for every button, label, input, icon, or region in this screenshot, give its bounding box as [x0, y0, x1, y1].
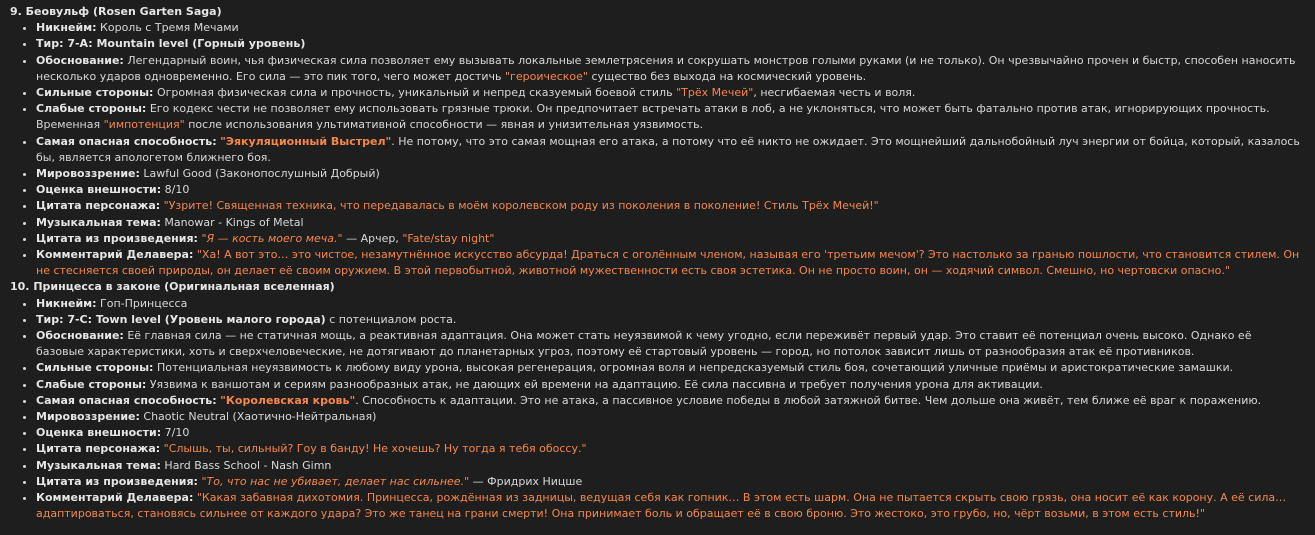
list-item: • Музыкальная тема: Manowar - Kings of Metal — [36, 215, 1301, 231]
list-item: • Цитата персонажа: "Слышь, ты, сильный? Гоу в банду! Не хочешь? Ну тогда я тебя обоссу." — [36, 441, 1301, 457]
entry-list — [10, 20, 1301, 279]
entry-heading: 9. Беовульф (Rosen Garten Saga) — [10, 5, 222, 18]
list-item: • Самая опасная способность: "Эякуляционный Выстрел". Не потому, что это самая мощная его атака, а потому что её никто не ожидает. Это мощнейший дальнобойный луч энергии от бойца, который, казалось бы, является апологетом ближнего боя. — [36, 134, 1301, 166]
list-item: • Обоснование: Её главная сила — не статичная мощь, а реактивная адаптация. Она может стать неуязвимой к чему угодно, если переживёт первый удар. Это ставит её потенциал очень высоко. Однако её базовые характеристики, хоть и сверхчеловеческие, не дотягивают до планетарных угроз, поэтому её стартовый уровень — город, но потолок зависит лишь от разнообразия атак её противников. — [36, 328, 1301, 360]
list-item: • Цитата из произведения: "Я — кость моего меча." — Арчер, "Fate/stay night" — [36, 231, 1301, 247]
list-item: • Цитата из произведения: "То, что нас не убивает, делает нас сильнее." — Фридрих Ницше — [36, 474, 1301, 490]
list-item: • Мировоззрение: Chaotic Neutral (Хаотично-Нейтральная) — [36, 409, 1301, 425]
list-item: • Тир: 7-C: Town level (Уровень малого города) с потенциалом роста. — [36, 312, 1301, 328]
list-item: • Обоснование: Легендарный воин, чья физическая сила позволяет ему вызывать локальные землетрясения и сокрушать монстров голыми руками (и не только). Он чрезвычайно прочен и быстр, способен наносить несколько ударов одновременно. Его сила — это пик того, чего может достичь "героическое" существо без выхода на космический уровень. — [36, 53, 1301, 85]
list-item: • Комментарий Делавера: "Какая забавная дихотомия. Принцесса, рождённая из задницы, ведущая себя как гопник… В этом есть шарм. Она не пытается скрыть свою грязь, она носит её как корону. А её сила… адаптироваться, становясь сильнее от каждого удара? Это же танец на грани смерти! Она принимает боль и обращает её в свою броню. Это жестоко, это грубо, но, чёрт возьми, в этом есть стиль!" — [36, 490, 1301, 522]
list-item: • Слабые стороны: Уязвима к ваншотам и сериям разнообразных атак, не дающих ей времени на адаптацию. Её сила пассивна и требует получения урона для активации. — [36, 377, 1301, 393]
list-item: • Тир: 7-A: Mountain level (Горный уровень) — [36, 36, 1301, 52]
list-item: • Цитата персонажа: "Узрите! Священная техника, что передавалась в моём королевском роду из поколения в поколение! Стиль Трёх Мечей!" — [36, 198, 1301, 214]
list-item: • Комментарий Делавера: "Ха! А вот это… это чистое, незамутнённое искусство абсурда! Драться с оголённым членом, называя его 'третьим мечом'? Это настолько за гранью пошлости, что становится стилем. Он не стесняется своей природы, он делает её своим оружием. В этой первобытной, животной мужественности есть своя эстетика. Он не просто воин, он — ходячий символ. Смешно, но чертовски опасно." — [36, 247, 1301, 279]
list-item: • Никнейм: Гоп-Принцесса — [36, 296, 1301, 312]
entry-heading: 10. Принцесса в законе (Оригинальная вселенная) — [10, 280, 335, 294]
list-item: • Сильные стороны: Огромная физическая сила и прочность, уникальный и непред сказуемый боевой стиль "Трёх Мечей", несгибаемая честь и воля. — [36, 85, 1301, 101]
list-item: • Самая опасная способность: "Королевская кровь". Способность к адаптации. Это не атака, а пассивное условие победы в любой затяжной битве. Чем дольше она живёт, тем ближе её враг к поражению. — [36, 393, 1301, 409]
list-item: • Оценка внешности: 7/10 — [36, 425, 1301, 441]
entry-list — [10, 296, 1301, 523]
list-item: • Никнейм: Король с Тремя Мечами — [36, 20, 1301, 36]
list-item: • Сильные стороны: Потенциальная неуязвимость к любому виду урона, высокая регенерация, огромная воля и непредсказуемый стиль боя, сочетающий уличные приёмы и аристократические замашки. — [36, 360, 1301, 376]
list-item: • Слабые стороны: Его кодекс чести не позволяет ему использовать грязные трюки. Он предпочитает встречать атаки в лоб, а не уклоняться, что может быть фатально против атак, игнорирующих прочность. Временная "импотенция" после использования ультимативной способности — явная и унизительная уязвимость. — [36, 101, 1301, 133]
list-item: • Музыкальная тема: Hard Bass School - Nash Gimn — [36, 458, 1301, 474]
list-item: • Мировоззрение: Lawful Good (Законопослушный Добрый) — [36, 166, 1301, 182]
list-item: • Оценка внешности: 8/10 — [36, 182, 1301, 198]
